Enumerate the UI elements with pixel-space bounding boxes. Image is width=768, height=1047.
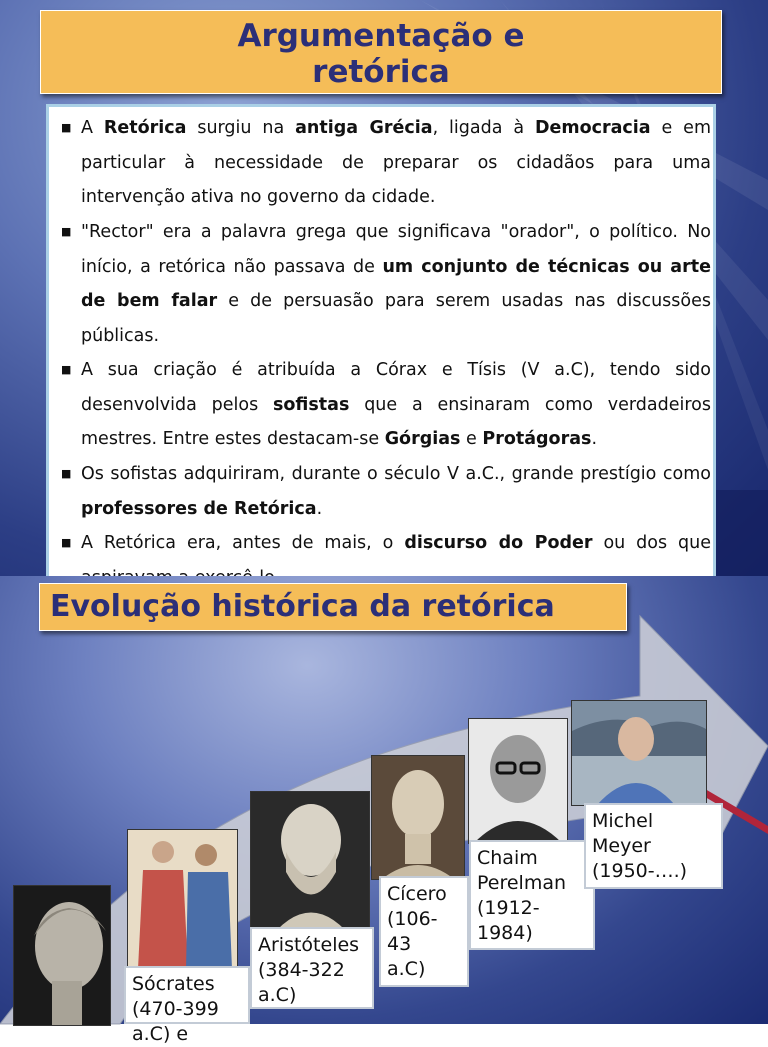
text-run: e em particular à necessidade de preparar os cidadãos para uma intervenção ativa no governo da cidade. <box>81 118 711 207</box>
portrait-meyer <box>571 700 707 806</box>
text-run: e de persuasão para serem usadas nas discussões públicas. <box>81 291 711 346</box>
text-run: Os sofistas adquiriram, durante o século V a.C., grande prestígio como <box>81 464 711 484</box>
bold-text: Democracia <box>534 118 651 138</box>
meyer-image <box>572 701 706 805</box>
fresco-image <box>128 830 237 969</box>
bullet-text-box <box>46 104 716 584</box>
bust-image <box>14 886 110 1025</box>
bullet-item <box>57 457 711 526</box>
text-run: "Rector" era a palavra grega que significava "orador", o político. No início, a retórica não passava de <box>81 222 711 277</box>
portrait-greek-bust <box>13 885 111 1026</box>
bullet-item <box>57 111 711 215</box>
label-socrates: Sócrates (470-399 a.C) e <box>124 966 250 1024</box>
bullet-marker: ■ <box>61 363 72 376</box>
slide-title-box <box>40 10 722 94</box>
cicero-image <box>372 756 464 879</box>
bullet-item <box>57 215 711 353</box>
text-run: A <box>81 118 104 138</box>
bold-text: um conjunto de técnicas ou arte de bem falar <box>81 256 711 311</box>
text-run: A sua criação é atribuída a Córax e Tísis (V a.C), tendo sido desenvolvida pelos <box>81 360 711 415</box>
slide-evolucao <box>0 576 768 1045</box>
bullet-marker: ■ <box>61 225 72 238</box>
slide-title-line1: Argumentação e <box>237 18 525 54</box>
bold-text: discurso do Poder <box>404 533 593 553</box>
label-aristoteles: Aristóteles (384-322 a.C) <box>250 927 374 1009</box>
text-run: . <box>316 498 323 519</box>
bold-text: Protágoras <box>482 429 592 449</box>
portrait-perelman <box>468 718 568 844</box>
text-run: surgiu na <box>186 118 296 138</box>
bullet-item <box>57 353 711 457</box>
portrait-aristoteles <box>250 791 370 944</box>
bullet-text <box>81 457 711 526</box>
label-cicero: Cícero (106- 43 a.C) <box>379 876 469 987</box>
text-run: e <box>460 429 483 449</box>
bullet-marker: ■ <box>61 536 72 549</box>
portrait-school-of-athens <box>127 829 238 970</box>
text-run: ou dos que <box>603 533 712 553</box>
text-run: , ligada à <box>432 118 535 138</box>
text-run: A Retórica era, antes de mais, o <box>81 533 405 553</box>
bullet-text <box>81 111 711 215</box>
slide-title: Evolução histórica da retórica <box>50 589 555 624</box>
text-run: que a ensinaram como verdadeiros mestres. Entre estes destacam-se <box>81 394 711 449</box>
slide-title-box <box>39 583 627 631</box>
label-meyer: Michel Meyer (1950-….) <box>584 803 723 889</box>
bold-text: professores de Retórica <box>81 498 317 519</box>
bold-text: antiga Grécia <box>295 118 433 138</box>
bold-text: Górgias <box>384 429 461 449</box>
slide-title-line2: retórica <box>312 54 450 90</box>
bold-text: sofistas <box>272 394 350 415</box>
bullet-text <box>81 215 711 353</box>
bold-text: Retórica <box>103 118 187 138</box>
portrait-cicero <box>371 755 465 880</box>
text-run: . <box>591 429 598 449</box>
label-perelman: Chaim Perelman (1912- 1984) <box>469 840 595 950</box>
aristoteles-image <box>251 792 369 943</box>
bullet-text <box>81 353 711 457</box>
bullet-marker: ■ <box>61 121 72 134</box>
perelman-image <box>469 719 567 843</box>
bullet-marker: ■ <box>61 467 72 480</box>
